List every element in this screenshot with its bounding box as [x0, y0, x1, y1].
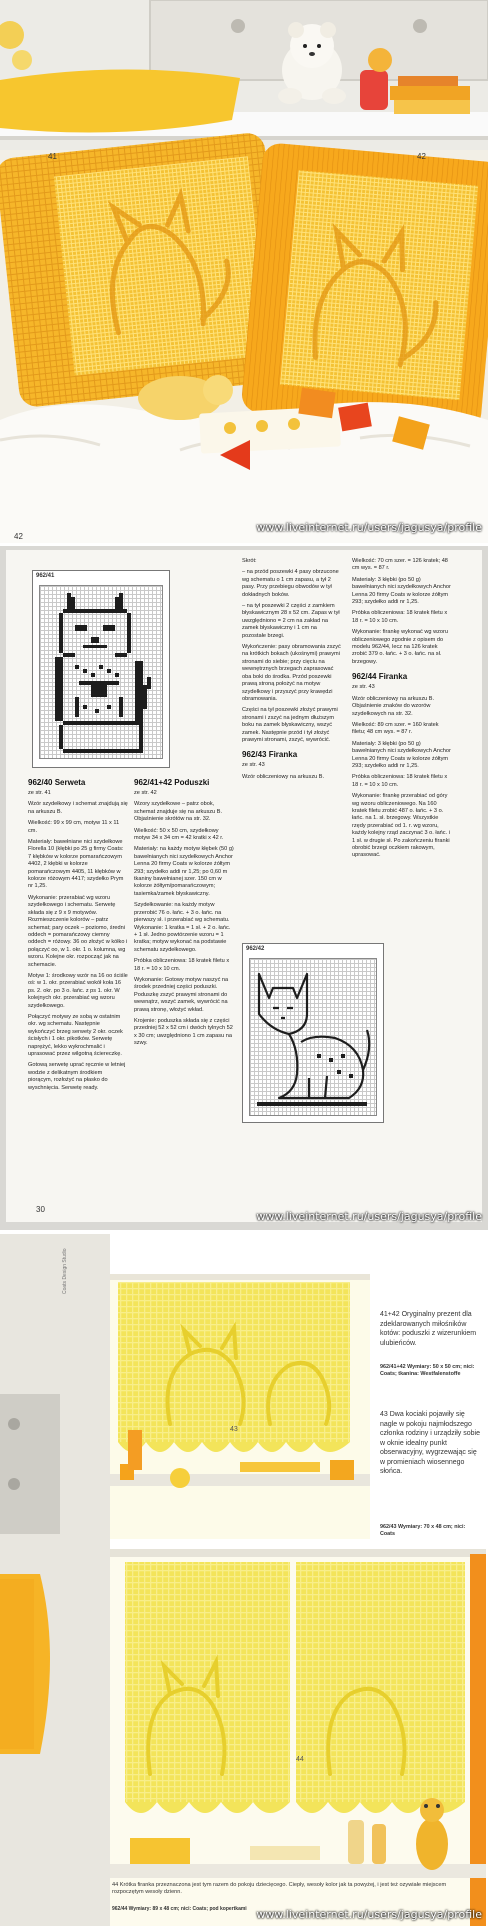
section-heading: 962/43 Firanka: [242, 750, 298, 760]
paragraph: Wykonanie: przerabiać wg wzoru szydełkowego i schematu. Serwetę składa się z 9 x 9 motywów. Rozmieszczenie kolorów – patrz schemat; pary oczek – poziomo, średni oddech = pomarańczowy ciemny oddech = różowy. 36 oo złożyć w kółko i połączyć oo, w 1. okr. 1 o. kolumna, wg wzoru. Kolejne okr. rozpocząć jak na schemacie.: [28, 894, 128, 968]
watermark: www.liveinternet.ru/users/jagusya/profile: [256, 521, 482, 534]
spec-44: 962/44 Wymiary: 89 x 48 cm; nici: Coats; pod kopertkami: [112, 1906, 247, 1912]
paragraph: Materiały: na każdy motyw kłębek (50 g) bawełnianych nici szydełkowych Anchor Lenna 20 firmy Coats w kolorze żółtym 293; szydełko addi nr 1,25; po 0,60 m tkaniny bawełnianej szer. 150 cm w kolorze żółtym/pomarańczowym; tasiemka/zamek błyskawiczny.: [134, 846, 234, 897]
paragraph: Materiały: 3 kłębki (po 50 g) bawełnianych nici szydełkowych Anchor Lenna 20 firmy Coats w kolorze żółtym 293; szydełko addi nr 1,25.: [352, 740, 451, 769]
paragraph: Szydełkowanie: na każdy motyw przerobić 76 o. łańc. + 3 o. łańc. na pierwszy sł. i przerabiać wg schematu. Wykonanie: 1 kratka = 1 sł. + 2 o. łańc. + 1 sł. Jedno powtórzenie wzoru = 1 kratka; motyw wykonać na podstawie schematu szydełkowego.: [134, 902, 231, 953]
paragraph: – na przód poszewki 4 pasy obrzucone wg schematu o 1 cm zapasu, a tył 2 pasy. Przy przebiegu obwodów w tył dokładnych boków.: [242, 569, 339, 598]
paragraph: Krojenie: poduszka składa się z części przedniej 52 x 52 cm i dwóch tylnych 52 x 30 cm; uwzględniono 1 cm zapasu na szwy.: [134, 1017, 233, 1047]
caption-43: 43 Dwa kociaki pojawiły się nagle w pokoju najmłodszego członka rodziny i urządziły sobie w oknie idealny punkt obserwacyjny, wygrzewając się w promieniach wiosennego słońca.: [380, 1411, 480, 1475]
cushions-photo: [0, 0, 488, 543]
paragraph: ze str. 42: [134, 790, 157, 796]
column-962-41-42: [134, 772, 234, 1212]
paragraph: – na tył poszewki 2 części z zamkiem błyskawicznym 28 x 52 cm. Zapas w tył uwzględniono = 2 cm na zakład na zamek błyskawiczny i 1 cm na pozostałe brzegi.: [242, 603, 340, 639]
photo-label-43: 43: [230, 1426, 238, 1433]
spec-41-42: 962/41+42 Wymiary: 50 x 50 cm; nici: Coats; tkanina: Westfalenstoffe: [380, 1364, 475, 1377]
column-962-40: [28, 772, 128, 1212]
column-skroj-962-43: [242, 558, 342, 938]
paragraph: Próbka obliczeniowa: 18 kratek filetu x 18 r. = 10 x 10 cm.: [352, 774, 448, 788]
photo-panel-cushions: [0, 0, 488, 543]
paragraph: Materiały: bawełniane nici szydełkowe Florella 10 (kłębki po 25 g firmy Coats: 7 kłębków w kolorze pomarańczowym 4402, 2 kłębki w kolorze pomarańczowym 4405, 11 kłębków w kolorze różowym 4417; szydełko Prym nr 1,25.: [28, 839, 124, 890]
cat-silhouette-sitting: [39, 585, 161, 757]
chart-label-962-42: 962/42: [246, 946, 265, 952]
chart-label-962-41: 962/41: [36, 573, 55, 579]
paragraph: ze str. 43: [242, 762, 265, 769]
page-number-bottom: 42: [14, 532, 23, 541]
paragraph: Wzór szydełkowy i schemat znajdują się na arkuszu B.: [28, 801, 128, 815]
watermark: www.liveinternet.ru/users/jagusya/profile: [256, 1210, 482, 1223]
paragraph: Wielkość: 89 cm szer. = 160 kratek filetu; 48 cm wys. = 87 r.: [352, 721, 439, 736]
paragraph: Wykonanie: firankę wykonać wg wzoru obliczeniowego zgodnie z opisem do modelu 962/44, lecz na 126 kratek zrobić 379 o. łańc. + 3 o. łańc. na sł. brzegowy.: [352, 629, 449, 665]
paragraph: Wzór obliczeniowy na arkuszu B.: [242, 773, 325, 780]
photo-label-44: 44: [296, 1756, 304, 1763]
paragraph: Wielkość: 70 cm szer. = 126 kratek; 48 cm wys. = 87 r.: [352, 558, 448, 572]
paragraph: Połączyć motywy ze sobą w ostatnim okr. wg schematu. Następnie wykończyć brzeg serwety 2 okr. oczek ścisłych i 1 okr. pikotków. Serwetę naprężyć, lekko wykrochmalić i uprasować przez wilgotną ściereczkę.: [28, 1013, 123, 1057]
paragraph: Wykończenie: pasy obramowania zszyć na krótkich bokach (ukośnymi) prawymi stronami do siebie; przy cięciu na wewnętrznych brzegach zaprasować oba boki do środka. Przód poszewki prawą stroną położyć na motyw szydełkowy i przyszyć przy krawędzi obramowania.: [242, 644, 341, 702]
page-number: 30: [36, 1205, 45, 1214]
section-heading: 962/40 Serweta: [28, 778, 86, 787]
paragraph: ze str. 41: [28, 790, 51, 796]
paragraph: Gotową serwetę uprać ręcznie w letniej wodzie z delikatnym środkiem piorącym, rozłożyć na płasko do wyschnięcia. Serwetę ready.: [28, 1062, 126, 1091]
paragraph: Wielkość: 99 x 99 cm, motyw 11 x 11 cm.: [28, 820, 120, 834]
magazine-page-panel: [0, 546, 488, 1230]
caption-44: 44 Krótka firanka przeznaczona jest tym razem do pokoju dziecięcego. Ciepły, wesoły kolor jak ta powyżej, i jest też ozywiałe miejscem rozpoczętym wesoły dzienn.: [112, 1882, 447, 1896]
photo-panel-curtains: [0, 1234, 488, 1926]
section-heading: 962/44 Firanka: [352, 672, 408, 682]
paragraph: Wzór obliczeniowy na arkuszu B. Objaśnienie znaków do wzorów szydełkowych na str. 32.: [352, 695, 435, 717]
side-credit: Coats Design Studio: [62, 1248, 68, 1294]
paragraph: Wykonanie: Gotowy motyw naszyć na środek przedniej części poduszki. Poduszkę zszyć prawymi stronami do wewnątrz, wszyć zamek, wywrócić na prawą stronę, włożyć wkład.: [134, 976, 229, 1013]
page-number-right: 42: [417, 152, 426, 161]
paragraph: Wielkość: 50 x 50 cm, szydełkowy motyw 34 x 34 cm = 42 kratki x 42 r.: [134, 827, 224, 842]
paragraph: Próbka obliczeniowa: 18 kratek filetu x 18 r. = 10 x 10 cm.: [134, 958, 230, 972]
spec-43: 962/43 Wymiary: 70 x 48 cm; nici: Coats: [380, 1524, 466, 1537]
magazine-page: [6, 550, 482, 1222]
paragraph: Materiały: 3 kłębki (po 50 g) bawełnianych nici szydełkowych Anchor Lenna 20 firmy Coats w kolorze żółtym 293; szydełko addi nr 1,25.: [352, 576, 451, 606]
paragraph: Próbka obliczeniowa: 18 kratek filetu x 18 r. = 10 x 10 cm.: [352, 610, 448, 624]
section-heading: 962/41+42 Poduszki: [134, 778, 210, 787]
paragraph: Motyw 1: środkowy wzór na 16 oo ściśle oś: w 1. okr. przerabiać wokół koła 16 ps. 2. okr. po 3 o. łańc. z ps 1. okr. W kolejnych okr. przerabiać wg wzoru szydełkowego.: [28, 972, 128, 1009]
paragraph: Wykonanie: firankę przerabiać od góry wg wzoru obliczeniowego. Na 160 kratek filetu zrobić 487 o. łańc. + 3 o. łańc. na 1. sł. brzegowy. Wszystkie rzędy przerabiać od 1. r. wg wzoru, każdy kolejny rząd zaczynać 3 o. łańc. i 1 sł. w drugie sł. Po zakończeniu firanki obrobić brzegi oczkiem rakowym, uprasować.: [352, 793, 450, 859]
cat-silhouette-lying: [249, 958, 375, 1114]
paragraph: Wzory szydełkowe – patrz obok, schemat znajduje się na arkuszu B. Objaśnienie skrótów na str. 32.: [134, 801, 222, 823]
filet-chart-962-41: [32, 570, 170, 768]
paragraph: Skrót:: [242, 558, 257, 564]
column-962-43-962-44: [352, 558, 452, 938]
paragraph: Części na tył poszewki złożyć prawymi stronami i zszyć na jednym dłuższym boku na zamek błyskawiczny, wszyć zamek. Następnie przód i tył złożyć prawymi stronami, zszyć, wywrócić.: [242, 707, 338, 743]
filet-chart-962-42: [242, 943, 384, 1123]
page-number-left: 41: [48, 152, 57, 161]
watermark: www.liveinternet.ru/users/jagusya/profile: [256, 1908, 482, 1921]
paragraph: ze str. 43: [352, 684, 375, 691]
caption-41-42: 41+42 Oryginalny prezent dla zdeklarowanych miłośników kotów: poduszki z wizerunkiem ulubieńców.: [380, 1311, 477, 1347]
